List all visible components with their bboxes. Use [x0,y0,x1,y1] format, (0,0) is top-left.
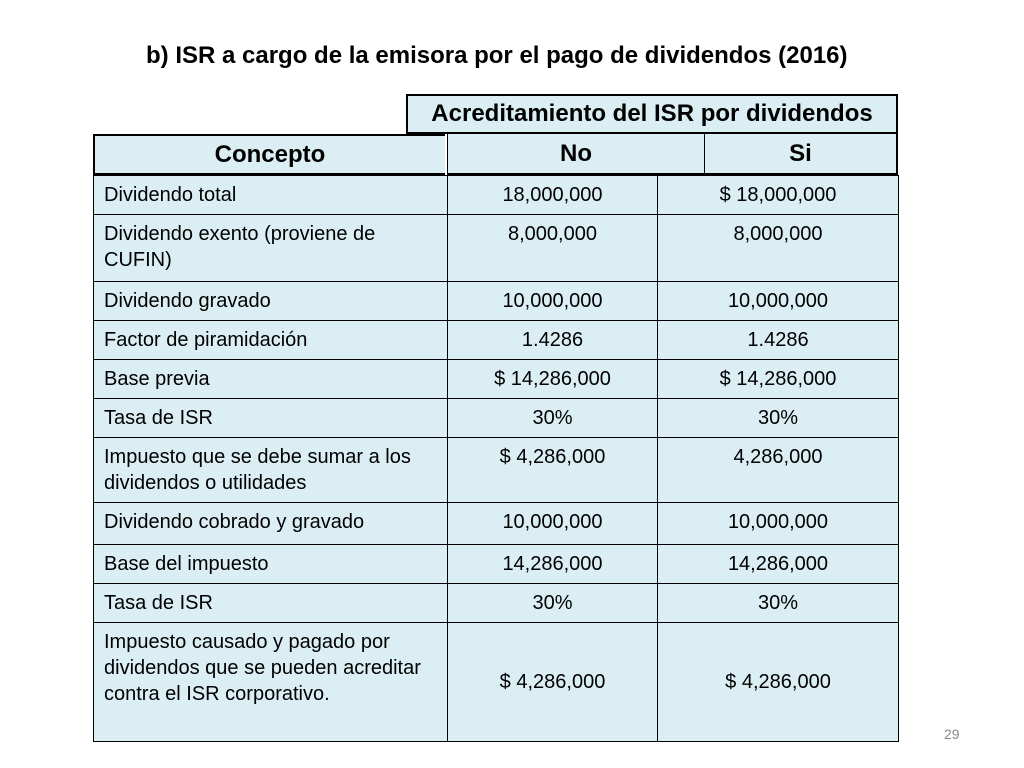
table-row [94,584,899,623]
row-value-no: 30% [448,399,658,438]
table-row [94,623,899,742]
header-si: Si [704,134,898,175]
row-value-no: $ 14,286,000 [448,360,658,399]
table-row [94,545,899,584]
dividend-table [93,175,899,742]
table-row [94,176,899,215]
row-concepto: Dividendo total [94,176,448,215]
row-value-si: 1.4286 [658,321,899,360]
row-value-si: 10,000,000 [658,503,899,545]
row-value-si: $ 18,000,000 [658,176,899,215]
row-value-no: 30% [448,584,658,623]
row-value-no: 18,000,000 [448,176,658,215]
table-super-header: Acreditamiento del ISR por dividendos [406,94,898,134]
row-value-si: $ 4,286,000 [658,623,899,742]
table-row [94,438,899,503]
row-value-no: 10,000,000 [448,503,658,545]
row-concepto: Tasa de ISR [94,584,448,623]
slide-title: b) ISR a cargo de la emisora por el pago de dividendos (2016) [146,42,848,69]
row-value-si: 30% [658,584,899,623]
table-row [94,321,899,360]
table-row [94,399,899,438]
row-concepto: Base previa [94,360,448,399]
row-value-si: 4,286,000 [658,438,899,503]
row-concepto: Dividendo gravado [94,282,448,321]
row-value-si: 10,000,000 [658,282,899,321]
table-row [94,215,899,282]
row-value-si: $ 14,286,000 [658,360,899,399]
table-row [94,282,899,321]
row-value-no: 8,000,000 [448,215,658,282]
row-value-no: 1.4286 [448,321,658,360]
row-concepto: Dividendo exento (proviene de CUFIN) [94,215,448,282]
row-concepto: Base del impuesto [94,545,448,584]
row-value-si: 14,286,000 [658,545,899,584]
table-row [94,503,899,545]
row-concepto: Impuesto que se debe sumar a los dividendos o utilidades [94,438,448,503]
row-concepto: Impuesto causado y pagado por dividendos que se pueden acreditar contra el ISR corporativo. [94,623,448,742]
header-no: No [447,134,704,175]
row-value-si: 30% [658,399,899,438]
row-concepto: Dividendo cobrado y gravado [94,503,448,545]
row-value-no: 14,286,000 [448,545,658,584]
row-value-si: 8,000,000 [658,215,899,282]
table-row [94,360,899,399]
row-value-no: $ 4,286,000 [448,623,658,742]
row-value-no: 10,000,000 [448,282,658,321]
row-concepto: Factor de piramidación [94,321,448,360]
row-concepto: Tasa de ISR [94,399,448,438]
header-concepto: Concepto [93,134,445,175]
page-number: 29 [944,726,960,742]
row-value-no: $ 4,286,000 [448,438,658,503]
